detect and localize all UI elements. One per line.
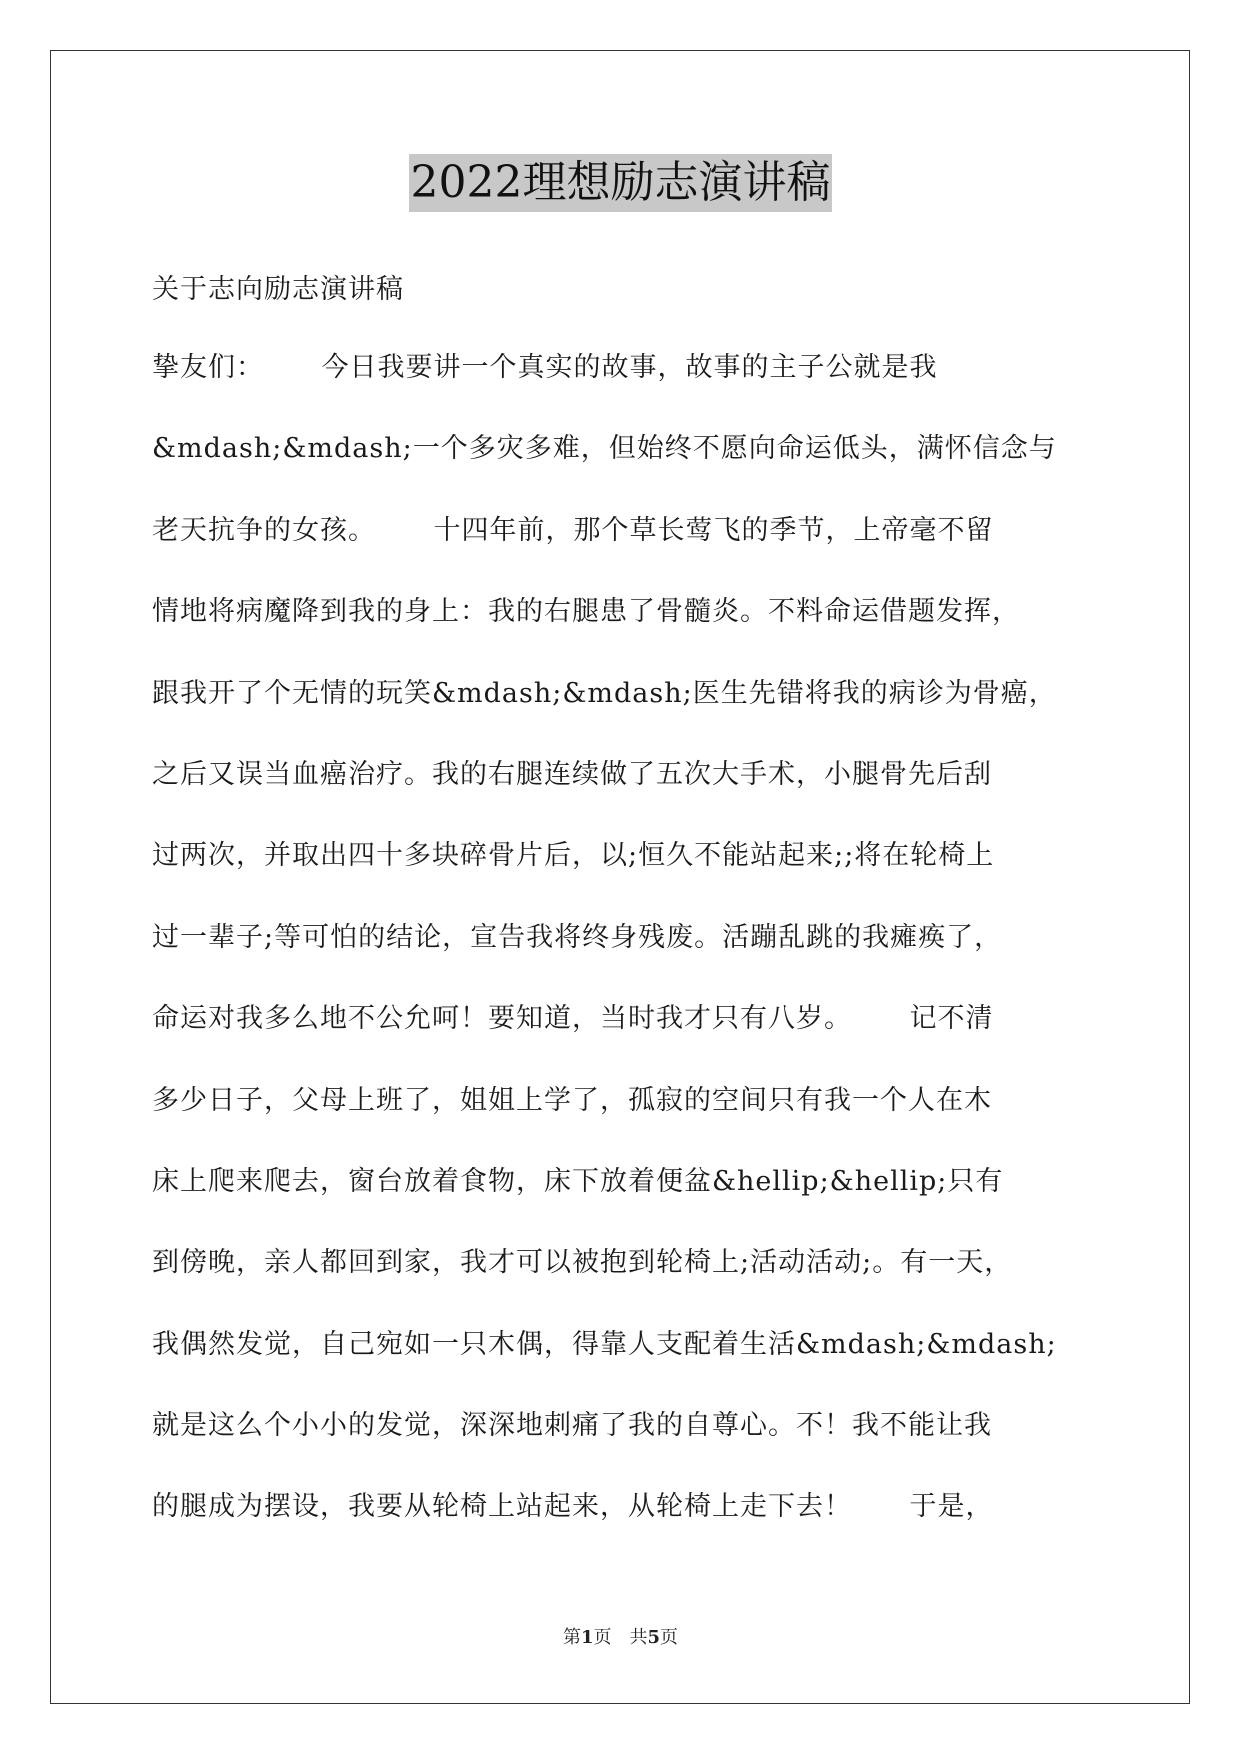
body-line: 过两次，并取出四十多块碎骨片后，以;恒久不能站起来;;将在轮椅上 [152,840,995,872]
body-line: 之后又误当血癌治疗。我的右腿连续做了五次大手术，小腿骨先后刮 [152,758,992,790]
body-line: 跟我开了个无情的玩笑&mdash;&mdash;医生先错将我的病诊为骨癌， [152,677,1057,709]
body-line: 命运对我多么地不公允呵！要知道，当时我才只有八岁。 记不清 [152,1003,994,1035]
title-container [0,154,1241,212]
footer-page-suffix: 页 [660,1627,679,1648]
document-subtitle: 关于志向励志演讲稿 [152,274,404,305]
body-line: 多少日子，父母上班了，姐姐上学了，孤寂的空间只有我一个人在木 [152,1084,992,1116]
document-title: 2022理想励志演讲稿 [409,154,833,212]
body-line: &mdash;&mdash;一个多灾多难，但始终不愿向命运低头，满怀信念与 [152,433,1057,465]
body-line: 情地将病魔降到我的身上：我的右腿患了骨髓炎。不料命运借题发挥， [152,596,1020,628]
footer-page-prefix: 第 [562,1627,581,1648]
body-line: 过一辈子;等可怕的结论，宣告我将终身残废。活蹦乱跳的我瘫痪了， [152,921,1003,953]
body-line: 床上爬来爬去，窗台放着食物，床下放着便盆&hellip;&hellip;只有 [152,1165,1004,1197]
body-line: 到傍晚，亲人都回到家，我才可以被抱到轮椅上;活动活动;。有一天， [152,1247,1013,1279]
footer-page-total: 5 [647,1627,661,1648]
footer-page-mid: 页 共 [593,1627,648,1648]
footer-page-current: 1 [580,1627,594,1648]
page-footer [0,1626,1241,1650]
body-line: 老天抗争的女孩。 十四年前，那个草长莺飞的季节，上帝毫不留 [152,514,994,546]
body-line: 就是这么个小小的发觉，深深地刺痛了我的自尊心。不！我不能让我 [152,1410,992,1442]
body-line: 的腿成为摆设，我要从轮椅上站起来，从轮椅上走下去！ 于是， [152,1491,994,1523]
body-line: 我偶然发觉，自己宛如一只木偶，得靠人支配着生活&mdash;&mdash; [152,1328,1057,1360]
body-text [152,350,1112,1571]
body-line: 挚友们： 今日我要讲一个真实的故事，故事的主子公就是我 [152,352,938,383]
